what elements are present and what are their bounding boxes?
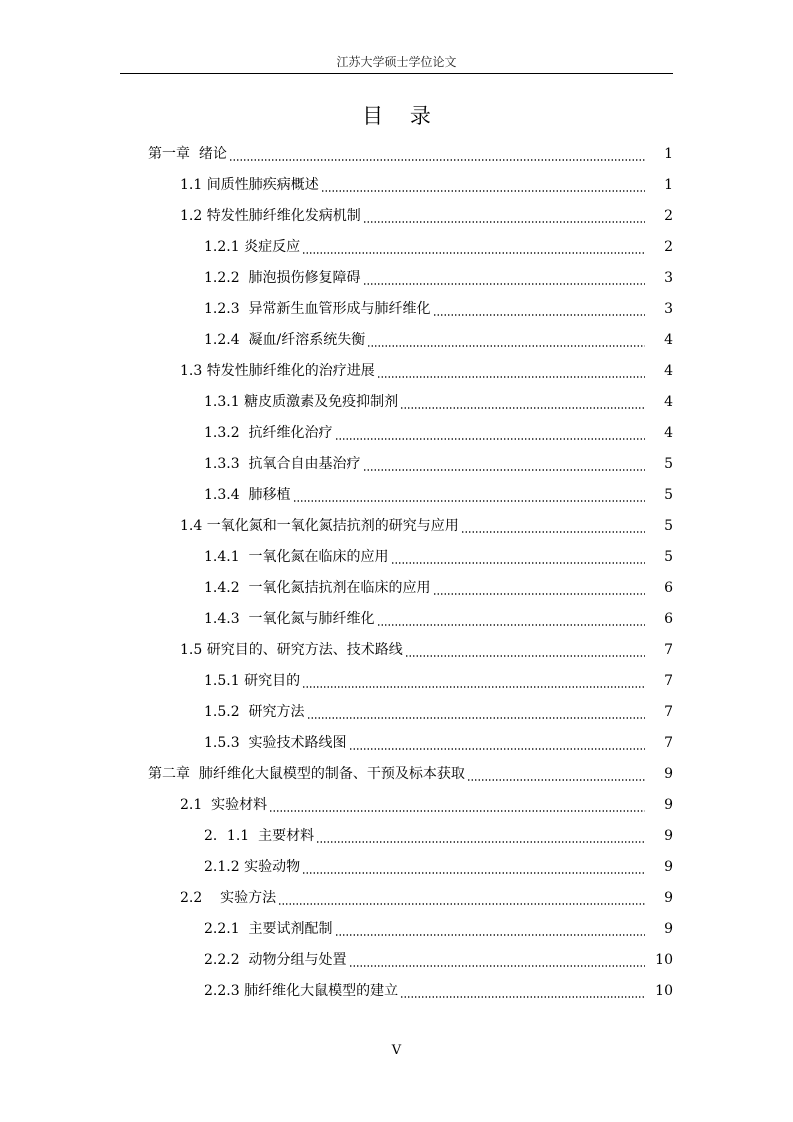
toc-entry[interactable]: [0, 790, 793, 821]
toc-entry-page: 9: [664, 890, 673, 906]
toc-dot-leader: [363, 449, 645, 480]
toc-dot-leader: [367, 325, 645, 356]
toc-entry[interactable]: [0, 728, 793, 759]
toc-entry[interactable]: [0, 759, 793, 790]
toc-entry-page: 9: [664, 859, 673, 875]
toc-entry-title: 1.5.2 研究方法: [204, 704, 305, 720]
toc-entry-title: 2.2.1 主要试剂配制: [204, 921, 333, 937]
toc-entry[interactable]: [0, 542, 793, 573]
toc-entry-page: 5: [664, 518, 673, 534]
toc-entry-title: 1.2.1 炎症反应: [204, 239, 301, 255]
toc-entry-page: 9: [664, 921, 673, 937]
toc-entry-page: 9: [664, 828, 673, 844]
toc-entry[interactable]: [0, 821, 793, 852]
toc-entry-page: 7: [664, 735, 673, 751]
running-header: 江苏大学硕士学位论文: [336, 55, 457, 69]
toc-entry[interactable]: [0, 883, 793, 914]
toc-entry-page: 6: [664, 611, 673, 627]
toc-entry-page: 3: [664, 301, 673, 317]
toc-entry-title: 2．1.1 主要材料: [204, 828, 315, 844]
toc-entry-title: 第二章 肺纤维化大鼠模型的制备、干预及标本获取: [148, 766, 465, 782]
toc-entry-page: 1: [664, 146, 673, 162]
toc-entry-page: 5: [664, 487, 673, 503]
toc-entry-page: 4: [664, 332, 673, 348]
toc-entry-page: 2: [664, 208, 673, 224]
toc-dot-leader: [302, 232, 645, 263]
toc-entry-page: 4: [664, 394, 673, 410]
toc-entry-page: 7: [664, 704, 673, 720]
toc-entry[interactable]: [0, 511, 793, 542]
toc-entry-title: 1.5.1 研究目的: [204, 673, 301, 689]
toc-dot-leader: [269, 790, 645, 821]
toc-entry-page: 6: [664, 580, 673, 596]
toc-entry[interactable]: [0, 449, 793, 480]
toc-entry-title: 1.5.3 实验技术路线图: [204, 735, 347, 751]
page-number: V: [391, 1043, 402, 1058]
toc-entry-title: 1.3 特发性肺纤维化的治疗进展: [180, 363, 375, 379]
toc-entry-title: 1.4.2 一氧化氮拮抗剂在临床的应用: [204, 580, 431, 596]
toc-entry[interactable]: [0, 945, 793, 976]
header-rule: [120, 73, 673, 74]
toc-dot-leader: [400, 976, 645, 1007]
toc-entry-title: 1.4 一氧化氮和一氧化氮拮抗剂的研究与应用: [180, 518, 459, 534]
toc-dot-leader: [293, 480, 645, 511]
toc-dot-leader: [335, 914, 645, 945]
toc-entry-page: 3: [664, 270, 673, 286]
toc-dot-leader: [307, 697, 645, 728]
toc-dot-leader: [377, 604, 645, 635]
toc-entry-title: 2.1 实验材料: [180, 797, 268, 813]
toc-entry-page: 1: [664, 177, 673, 193]
toc-entry-page: 9: [664, 766, 673, 782]
toc-dot-leader: [302, 666, 645, 697]
toc-entry-title: 1.5 研究目的、研究方法、技术路线: [180, 642, 403, 658]
toc-entry-page: 4: [664, 363, 673, 379]
toc-dot-leader: [321, 170, 645, 201]
toc-entry-page: 7: [664, 673, 673, 689]
toc-dot-leader: [335, 418, 645, 449]
toc-entry-title: 1.2.3 异常新生血管形成与肺纤维化: [204, 301, 431, 317]
toc-entry[interactable]: [0, 914, 793, 945]
toc-entry[interactable]: [0, 139, 793, 170]
toc-entry-page: 4: [664, 425, 673, 441]
toc-entry[interactable]: [0, 666, 793, 697]
toc-entry[interactable]: [0, 480, 793, 511]
toc-dot-leader: [229, 139, 645, 170]
toc-dot-leader: [433, 294, 645, 325]
toc-entry[interactable]: [0, 263, 793, 294]
toc-dot-leader: [400, 387, 645, 418]
toc-entry[interactable]: [0, 852, 793, 883]
toc-entry[interactable]: [0, 294, 793, 325]
toc-entry-page: 10: [655, 952, 673, 968]
toc-entry-title: 第一章 绪论: [148, 146, 227, 162]
toc-entry-title: 1.2.4 凝血/纤溶系统失衡: [204, 332, 366, 348]
toc-dot-leader: [461, 511, 645, 542]
toc-dot-leader: [433, 573, 645, 604]
toc-entry-title: 1.3.2 抗纤维化治疗: [204, 425, 333, 441]
toc-entry-title: 1.4.1 一氧化氮在临床的应用: [204, 549, 389, 565]
toc-dot-leader: [467, 759, 645, 790]
toc-entry-title: 1.2 特发性肺纤维化发病机制: [180, 208, 361, 224]
toc-dot-leader: [363, 263, 645, 294]
toc-entry-page: 9: [664, 797, 673, 813]
toc-dot-leader: [316, 821, 645, 852]
toc-entry[interactable]: [0, 201, 793, 232]
toc-entry-page: 5: [664, 549, 673, 565]
toc-entry-title: 1.3.1 糖皮质激素及免疫抑制剂: [204, 394, 399, 410]
toc-entry[interactable]: [0, 697, 793, 728]
toc-entry[interactable]: [0, 325, 793, 356]
toc-entry-title: 1.4.3 一氧化氮与肺纤维化: [204, 611, 375, 627]
toc-entry[interactable]: [0, 418, 793, 449]
toc-entry-title: 2.2.3 肺纤维化大鼠模型的建立: [204, 983, 399, 999]
toc-title: 目 录: [362, 104, 441, 128]
toc-dot-leader: [349, 728, 645, 759]
toc-entry-title: 2.2.2 动物分组与处置: [204, 952, 347, 968]
toc-entry-title: 1.2.2 肺泡损伤修复障碍: [204, 270, 361, 286]
toc-entry-title: 2.2 实验方法: [180, 890, 277, 906]
toc-entry-title: 1.1 间质性肺疾病概述: [180, 177, 319, 193]
toc-dot-leader: [302, 852, 645, 883]
toc-dot-leader: [391, 542, 645, 573]
toc-dot-leader: [363, 201, 645, 232]
toc-dot-leader: [349, 945, 645, 976]
toc-entry[interactable]: [0, 604, 793, 635]
toc-list: [0, 139, 793, 1007]
toc-entry[interactable]: [0, 356, 793, 387]
toc-entry-title: 1.3.3 抗氧合自由基治疗: [204, 456, 361, 472]
toc-entry-page: 2: [664, 239, 673, 255]
toc-entry-page: 10: [655, 983, 673, 999]
toc-dot-leader: [405, 635, 645, 666]
toc-entry[interactable]: [0, 976, 793, 1007]
toc-dot-leader: [377, 356, 645, 387]
toc-entry-title: 2.1.2 实验动物: [204, 859, 301, 875]
toc-dot-leader: [278, 883, 645, 914]
toc-entry[interactable]: [0, 387, 793, 418]
toc-entry[interactable]: [0, 573, 793, 604]
toc-entry-title: 1.3.4 肺移植: [204, 487, 291, 503]
toc-entry-page: 7: [664, 642, 673, 658]
toc-entry[interactable]: [0, 635, 793, 666]
toc-entry[interactable]: [0, 170, 793, 201]
toc-entry[interactable]: [0, 232, 793, 263]
toc-entry-page: 5: [664, 456, 673, 472]
